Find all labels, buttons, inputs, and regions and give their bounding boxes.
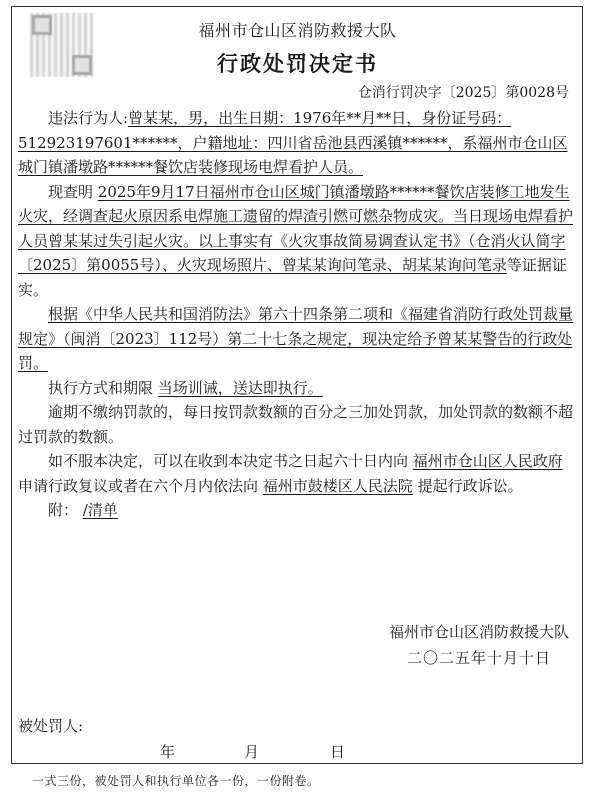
offender-label: 违法行为人:	[48, 109, 129, 127]
execution-lead: 执行方式和期限	[48, 378, 154, 397]
legal-basis-paragraph	[18, 302, 574, 376]
offender-details: 曾某某，男，出生日期：1976年**月**日，身份证号码：512923197601******，户籍地址：四川省岳池县西溪镇******，系福州市仓山区城门镇潘墩路******餐饮店装修现场电焊看护人员。	[18, 109, 568, 176]
late-payment-text: 逾期不缴纳罚款的，每日按罚款数额的百分之三加处罚款，加处罚款的数额不超过罚款的数额。	[18, 403, 574, 446]
facts-lead: 现查明	[48, 182, 94, 201]
recipient-date-month: 月	[244, 743, 260, 761]
legal-basis-text: 根据《中华人民共和国消防法》第六十四条第二项和《福建省消防行政处罚裁量规定》（闽消〔2023〕112号）第二十七条之规定，现决定给予曾某某警告的行政处罚。	[18, 305, 574, 372]
review-authority: 福州市仓山区人民政府	[412, 452, 563, 470]
recipient-signature-label: 被处罚人:	[18, 717, 84, 735]
late-payment-paragraph	[18, 400, 574, 449]
appeal-paragraph	[18, 449, 574, 498]
appeal-text-a: 如不服本决定，可以在收到本决定书之日起六十日内向	[48, 452, 409, 470]
attachment-value: /清单	[82, 501, 118, 519]
signature-agency: 福州市仓山区消防救援大队	[388, 623, 569, 641]
document-number: 仓消行罚决字〔2025〕第0028号	[357, 85, 569, 101]
attachment-paragraph	[18, 498, 574, 523]
recipient-date-year: 年	[160, 743, 176, 761]
litigation-court: 福州市鼓楼区人民法院	[262, 476, 413, 495]
offender-paragraph	[18, 106, 574, 180]
signature-date: 二〇二五年十月十日	[406, 649, 551, 667]
issuing-agency-header: 福州市仓山区消防救援大队	[198, 21, 397, 40]
attachment-lead: 附：	[48, 501, 79, 519]
evidence-list: 《火灾事故简易调查认定书》（仓消火认简字〔2025〕第0055号）、火灾现场照片、曾某某询问笔录、胡某某询问笔录	[18, 231, 566, 274]
recipient-date-day: 日	[330, 743, 346, 761]
facts-paragraph	[18, 180, 574, 303]
copies-note: 一式三份，被处罚人和执行单位各一份，一份附卷。	[32, 774, 320, 788]
execution-paragraph	[18, 376, 574, 401]
document-body	[18, 106, 574, 523]
document-title: 行政处罚决定书	[217, 51, 378, 76]
appeal-text-e: 提起行政诉讼。	[417, 476, 523, 495]
facts-text: 2025年9月17日福州市仓山区城门镇潘墩路******餐饮店装修工地发生火灾，经调查起火原因系电焊施工遗留的焊渣引燃可燃杂物成灾。当日现场电焊看护人员曾某某过失引起火灾。以上事实有	[18, 182, 574, 250]
facts-closing: 等证据证实。	[18, 256, 567, 299]
appeal-text-c: 申请行政复议或者在六个月内依法向	[18, 476, 259, 495]
execution-value: 当场训诫，送达即执行。	[157, 378, 323, 397]
